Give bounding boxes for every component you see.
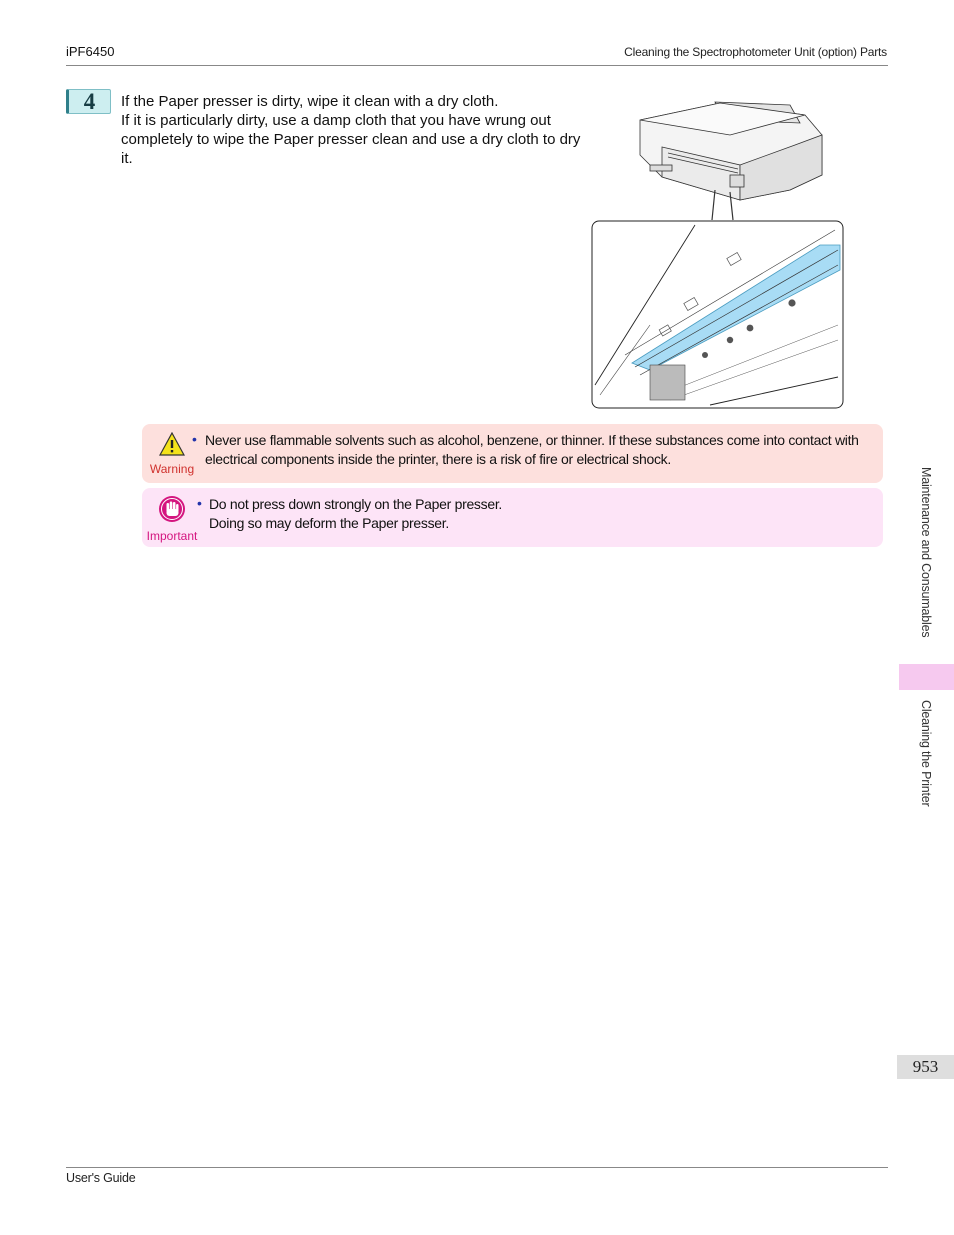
side-nav-chapter[interactable]: Maintenance and Consumables: [919, 467, 933, 638]
warning-label: Warning: [149, 462, 195, 476]
important-label: Important: [146, 529, 198, 543]
header-section-title: Cleaning the Spectrophotometer Unit (option) Parts: [624, 45, 887, 59]
stop-hand-icon: [158, 495, 186, 523]
important-note: [142, 488, 883, 547]
important-icon-group: [146, 495, 198, 543]
important-line-2: Doing so may deform the Paper presser.: [209, 515, 449, 531]
step-number-badge: 4: [66, 89, 111, 114]
footer-title: User's Guide: [66, 1171, 136, 1185]
important-text: [209, 495, 869, 533]
step-line-1: If the Paper presser is dirty, wipe it clean with a dry cloth.: [121, 93, 499, 110]
warning-text: [205, 431, 877, 469]
step-instructions: [121, 92, 581, 168]
warning-triangle-icon: [159, 432, 185, 456]
footer-divider: [66, 1167, 888, 1168]
printer-paper-presser-illustration: [590, 95, 846, 411]
header-model: iPF6450: [66, 44, 115, 59]
step-line-2: If it is particularly dirty, use a damp cloth that you have wrung out completely to wipe the Paper presser clean and use a dry cloth to dry it.: [121, 112, 581, 167]
side-nav-active-tab: [899, 664, 954, 690]
warning-note: [142, 424, 883, 483]
printer-overview-drawing: [640, 102, 822, 220]
side-nav-section[interactable]: Cleaning the Printer: [919, 700, 933, 807]
important-bullet: •: [197, 495, 202, 511]
warning-bullet: •: [192, 431, 197, 447]
header-divider: [66, 65, 888, 66]
warning-text-body: Never use flammable solvents such as alcohol, benzene, or thinner. If these substances come into contact with electrical components inside the printer, there is a risk of fire or electrical shock.: [205, 432, 859, 467]
important-line-1: Do not press down strongly on the Paper presser.: [209, 496, 502, 512]
page-number: 953: [897, 1055, 954, 1079]
warning-icon-group: [146, 432, 198, 476]
